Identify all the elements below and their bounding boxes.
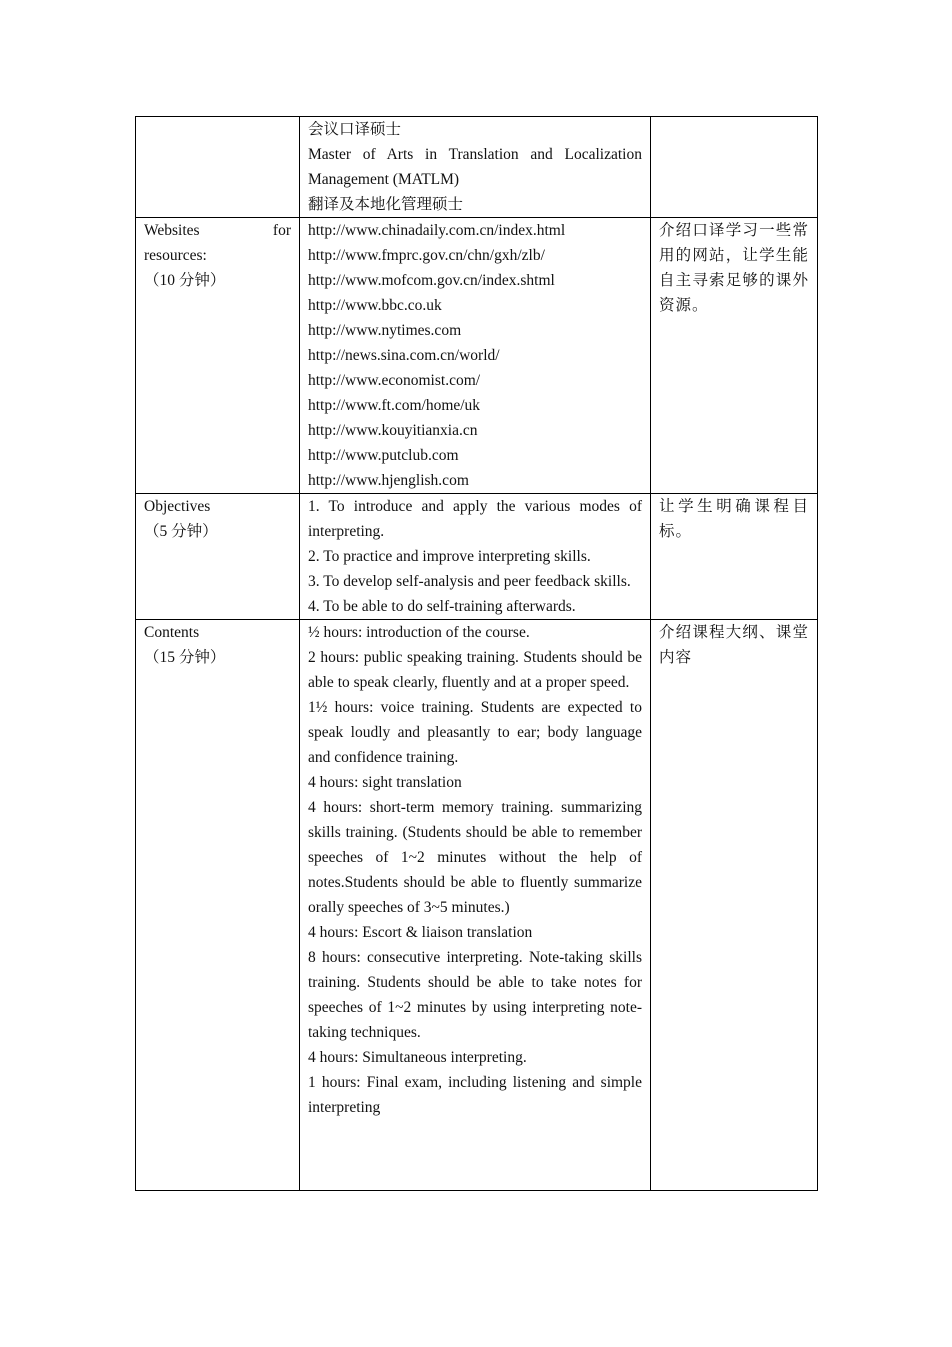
- objectives-note: 让学生明确课程目标。: [659, 498, 809, 540]
- objective-item: 2. To practice and improve interpreting skills.: [308, 548, 591, 565]
- content-item: 4 hours: Simultaneous interpreting.: [308, 1049, 527, 1066]
- websites-label-line2: resources:: [144, 247, 207, 264]
- contents-note: 介绍课程大纲、课堂内容: [659, 624, 809, 666]
- websites-note: 介绍口译学习一些常用的网站，让学生能自主寻索足够的课外资源。: [659, 222, 809, 314]
- content-item: 1½ hours: voice training. Students are expected to speak loudly and pleasantly to ear; body language and confidence training.: [308, 699, 642, 766]
- websites-note-cell: [651, 218, 818, 494]
- website-link[interactable]: http://www.ft.com/home/uk: [308, 397, 481, 414]
- row-websites: [136, 218, 818, 494]
- objectives-label: Objectives: [144, 498, 211, 515]
- contents-note-cell: [651, 620, 818, 1191]
- websites-label-word2: for: [272, 222, 291, 239]
- website-link[interactable]: http://www.hjenglish.com: [308, 472, 469, 489]
- degrees-label-cell: [136, 117, 300, 218]
- degree-line: Master of Arts in Translation and Localization Management (MATLM): [308, 146, 642, 188]
- website-link[interactable]: http://www.nytimes.com: [308, 322, 462, 339]
- degrees-note-cell: [651, 117, 818, 218]
- content-item: ½ hours: introduction of the course.: [308, 624, 530, 641]
- website-link[interactable]: http://www.putclub.com: [308, 447, 459, 464]
- degree-line: 翻译及本地化管理硕士: [308, 196, 464, 213]
- website-link[interactable]: http://www.fmprc.gov.cn/chn/gxh/zlb/: [308, 247, 545, 264]
- degree-line: 会议口译硕士: [308, 121, 402, 138]
- website-link[interactable]: http://www.bbc.co.uk: [308, 297, 442, 314]
- row-degrees: [136, 117, 818, 218]
- websites-label-cell: [136, 218, 300, 494]
- degrees-content-cell: [300, 117, 651, 218]
- row-objectives: [136, 494, 818, 620]
- website-link[interactable]: http://www.economist.com/: [308, 372, 481, 389]
- course-table: [135, 116, 818, 1191]
- objective-item: 4. To be able to do self-training afterwards.: [308, 598, 576, 615]
- websites-time: （10 分钟）: [144, 272, 226, 289]
- content-item: 4 hours: Escort & liaison translation: [308, 924, 533, 941]
- objectives-content-cell: [300, 494, 651, 620]
- websites-label-line1: [144, 218, 291, 243]
- content-item: 2 hours: public speaking training. Students should be able to speak clearly, fluently and at a proper speed.: [308, 649, 642, 691]
- content-item: 8 hours: consecutive interpreting. Note-taking skills training. Students should be able to take notes for speeches of 1~2 minutes by using interpreting note-taking techniques.: [308, 949, 642, 1041]
- website-link[interactable]: http://www.kouyitianxia.cn: [308, 422, 478, 439]
- website-link[interactable]: http://www.chinadaily.com.cn/index.html: [308, 222, 566, 239]
- website-link[interactable]: http://www.mofcom.gov.cn/index.shtml: [308, 272, 555, 289]
- content-item: 1 hours: Final exam, including listening and simple interpreting: [308, 1074, 642, 1116]
- website-link[interactable]: http://news.sina.com.cn/world/: [308, 347, 500, 364]
- objective-item: 3. To develop self-analysis and peer feedback skills.: [308, 573, 631, 590]
- objectives-time: （5 分钟）: [144, 523, 218, 540]
- row-contents: [136, 620, 818, 1191]
- contents-time: （15 分钟）: [144, 649, 226, 666]
- content-item: 4 hours: short-term memory training. summarizing skills training. (Students should be able to remember speeches of 1~2 minutes without the help of notes.Students should be able to fluently summarize orally speeches of 3~5 minutes.): [308, 799, 642, 916]
- websites-links-cell: [300, 218, 651, 494]
- objectives-note-cell: [651, 494, 818, 620]
- objective-item: 1. To introduce and apply the various modes of interpreting.: [308, 498, 642, 540]
- contents-label: Contents: [144, 624, 200, 641]
- contents-content-cell: [300, 620, 651, 1191]
- objectives-label-cell: [136, 494, 300, 620]
- websites-label-word1: Websites: [144, 222, 200, 239]
- content-item: 4 hours: sight translation: [308, 774, 462, 791]
- contents-label-cell: [136, 620, 300, 1191]
